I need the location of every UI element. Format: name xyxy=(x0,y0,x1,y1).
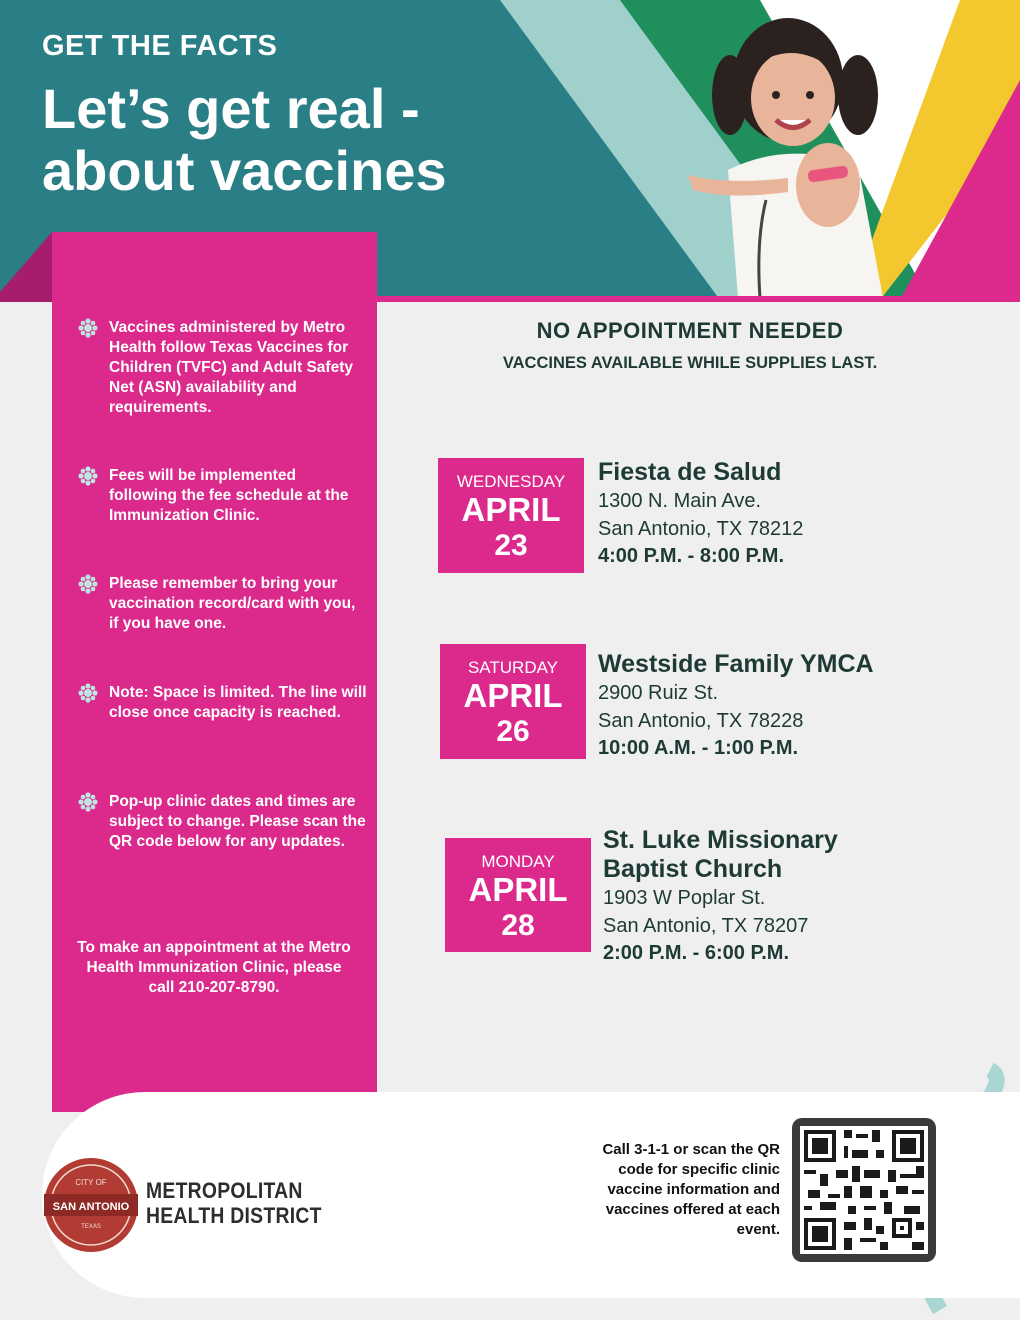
event-venue: Westside Family YMCA xyxy=(598,650,874,678)
event-month: APRIL xyxy=(463,677,563,714)
info-bullet xyxy=(78,574,368,634)
svg-text:CITY OF: CITY OF xyxy=(75,1178,107,1187)
info-bullet xyxy=(78,466,368,526)
event-venue: St. Luke Missionary Baptist Church xyxy=(603,826,838,883)
event-details xyxy=(603,826,893,966)
qr-code[interactable] xyxy=(792,1118,936,1262)
bullet-text: Pop-up clinic dates and times are subject to change. Please scan the QR code below for any updates. xyxy=(109,793,366,850)
contact-note: Call 3-1-1 or scan the QR code for specific clinic vaccine information and vaccines offered at each event. xyxy=(602,1141,780,1238)
event-month: APRIL xyxy=(468,871,568,908)
event-time: 10:00 A.M. - 1:00 P.M. xyxy=(598,737,799,759)
event-day: WEDNESDAY xyxy=(456,472,566,491)
event-time: 2:00 P.M. - 6:00 P.M. xyxy=(603,942,790,964)
event-details xyxy=(598,458,998,569)
event-date: 26 xyxy=(496,715,530,748)
bullet-text: Fees will be implemented following the fee schedule at the Immunization Clinic. xyxy=(109,467,349,524)
supplies-subheading: VACCINES AVAILABLE WHILE SUPPLIES LAST. xyxy=(502,354,878,372)
asterisk-flower-icon xyxy=(78,792,98,812)
event-day: SATURDAY xyxy=(467,658,559,677)
event-date-badge xyxy=(438,458,584,573)
event-time: 4:00 P.M. - 8:00 P.M. xyxy=(598,545,785,567)
asterisk-flower-icon xyxy=(78,318,98,338)
event-address-2: San Antonio, TX 78228 xyxy=(598,710,804,732)
svg-text:TEXAS: TEXAS xyxy=(81,1224,101,1230)
org-line-2: HEALTH DISTRICT xyxy=(146,1203,322,1228)
event-month: APRIL xyxy=(461,491,561,528)
event-venue: Fiesta de Salud xyxy=(598,458,782,486)
info-bullet xyxy=(78,318,368,418)
info-sidebar xyxy=(52,232,377,1112)
org-line-1: METROPOLITAN xyxy=(146,1178,303,1203)
bullet-text: Note: Space is limited. The line will close once capacity is reached. xyxy=(109,684,367,721)
page-title: Let’s get real - about vaccines xyxy=(42,77,447,202)
event-date: 23 xyxy=(494,529,528,562)
city-seal-logo xyxy=(42,1156,140,1254)
event-date-badge xyxy=(445,838,591,952)
asterisk-flower-icon xyxy=(78,466,98,486)
appointment-note: To make an appointment at the Metro Health Immunization Clinic, please call 210-207-8790. xyxy=(77,939,351,996)
no-appointment-heading: NO APPOINTMENT NEEDED xyxy=(536,318,844,343)
event-date-badge xyxy=(440,644,586,759)
event-day: MONDAY xyxy=(481,852,555,871)
info-bullet xyxy=(78,683,368,723)
event-address-1: 1300 N. Main Ave. xyxy=(598,490,762,512)
bullet-text: Vaccines administered by Metro Health follow Texas Vaccines for Children (TVFC) and Adult Safety Net (ASN) availability and requirements. xyxy=(109,319,353,416)
event-address-2: San Antonio, TX 78212 xyxy=(598,518,804,540)
child-with-bandage-photo xyxy=(668,0,908,298)
info-bullet xyxy=(78,792,368,852)
event-details xyxy=(598,650,998,761)
sidebar-fold xyxy=(0,232,60,302)
eyebrow-heading: GET THE FACTS xyxy=(42,30,278,62)
event-address-2: San Antonio, TX 78207 xyxy=(603,915,809,937)
event-address-1: 2900 Ruiz St. xyxy=(598,682,719,704)
asterisk-flower-icon xyxy=(78,683,98,703)
asterisk-flower-icon xyxy=(78,574,98,594)
svg-text:SAN ANTONIO: SAN ANTONIO xyxy=(52,1201,130,1213)
event-address-1: 1903 W Poplar St. xyxy=(603,887,766,909)
qr-code-pattern xyxy=(800,1126,928,1254)
bullet-text: Please remember to bring your vaccination record/card with you, if you have one. xyxy=(109,575,356,632)
event-date: 28 xyxy=(501,909,535,942)
organization-name xyxy=(146,1178,322,1228)
